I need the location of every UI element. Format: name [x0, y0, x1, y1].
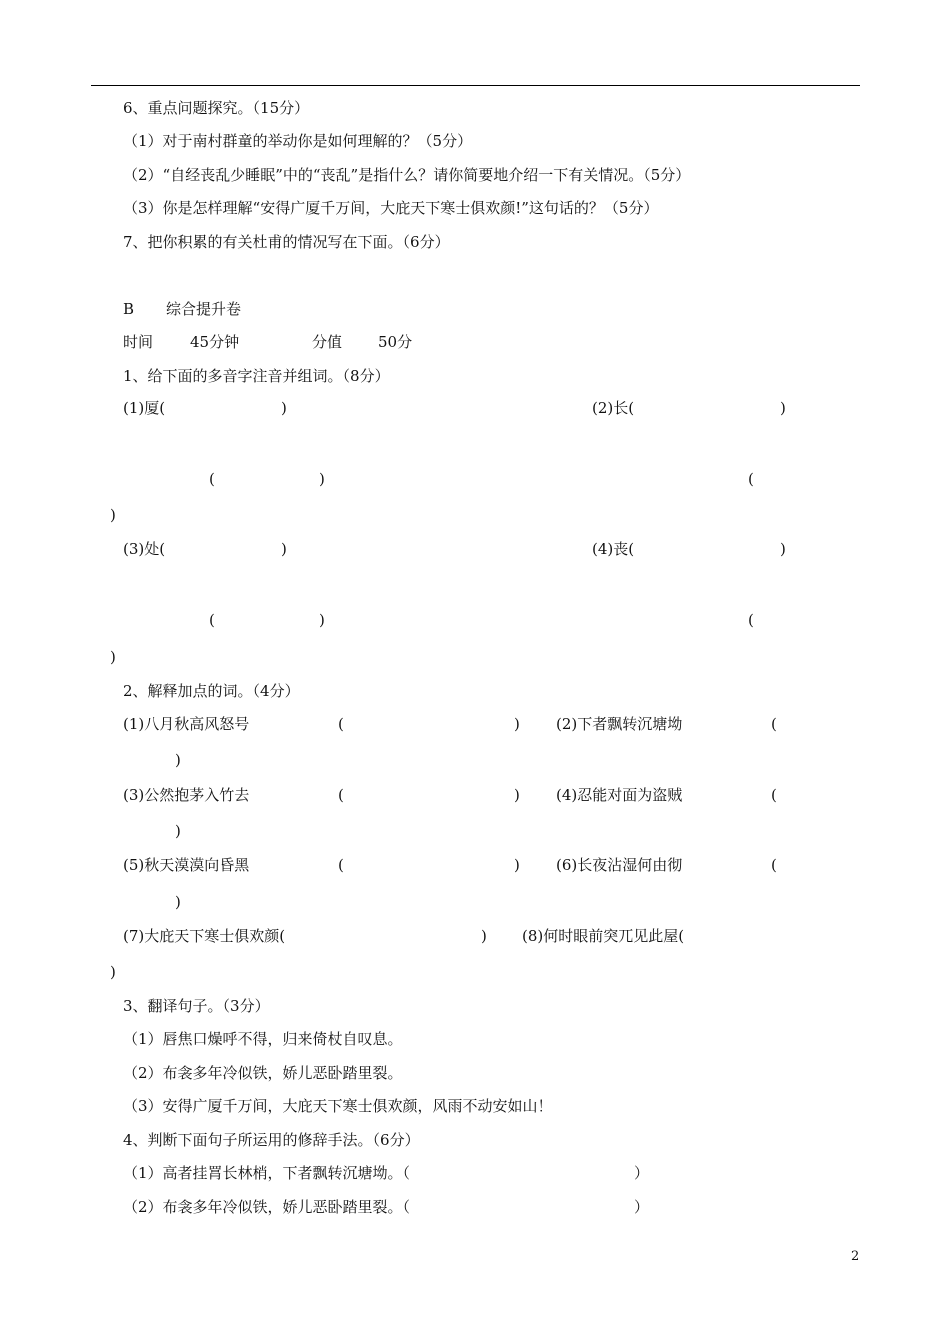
q2-item-1-open: (	[338, 715, 344, 733]
question-7-heading: 7、把你积累的有关杜甫的情况写在下面。（6分）	[123, 233, 450, 251]
q2-item-7-close: )	[481, 927, 487, 945]
q2-item-5-close: )	[514, 856, 520, 874]
header-rule	[91, 85, 860, 86]
q4-sentence-1: （1）高者挂罥长林梢，下者飘转沉塘坳。（	[123, 1164, 411, 1182]
q2-item-6-open: (	[771, 856, 777, 874]
q1-item-1-second-close: )	[319, 470, 325, 488]
q1-item-1-label: (1)厦(	[123, 399, 166, 417]
page-number: 2	[851, 1249, 860, 1264]
question-6-part-2: （2）“自经丧乱少睡眠”中的“丧乱”是指什么？请你简要地介绍一下有关情况。（5分）	[123, 166, 691, 184]
q1-item-4-close: )	[780, 540, 786, 558]
q1-item-4-second-close: )	[110, 648, 116, 666]
q2-item-7: (7)大庇天下寒士俱欢颜(	[123, 927, 286, 945]
q2-item-3-close: )	[514, 786, 520, 804]
question-1-heading: 1、给下面的多音字注音并组词。（8分）	[123, 367, 390, 385]
q2-item-3-open: (	[338, 786, 344, 804]
q1-item-1-close: )	[281, 399, 287, 417]
time-label: 时间	[123, 333, 154, 351]
q2-item-2-open: (	[771, 715, 777, 733]
score-value: 50分	[378, 333, 413, 351]
q1-item-2-label: (2)长(	[592, 399, 635, 417]
q1-item-2-second-close: )	[110, 506, 116, 524]
q2-item-2: (2)下者飘转沉塘坳	[556, 715, 683, 733]
q2-item-8-close: )	[110, 963, 116, 981]
q3-sentence-1: （1）唇焦口燥呼不得，归来倚杖自叹息。	[123, 1030, 403, 1048]
q2-item-3: (3)公然抱茅入竹去	[123, 786, 250, 804]
q2-item-4-open: (	[771, 786, 777, 804]
q2-item-2-close: )	[175, 751, 181, 769]
q2-item-4: (4)忍能对面为盗贼	[556, 786, 683, 804]
q1-item-4-label: (4)丧(	[592, 540, 635, 558]
q2-item-6-close: )	[175, 893, 181, 911]
q3-sentence-2: （2）布衾多年冷似铁，娇儿恶卧踏里裂。	[123, 1064, 403, 1082]
question-6-part-1: （1）对于南村群童的举动你是如何理解的？（5分）	[123, 132, 473, 150]
q4-sentence-2: （2）布衾多年冷似铁，娇儿恶卧踏里裂。（	[123, 1198, 411, 1216]
q1-item-3-second-close: )	[319, 611, 325, 629]
question-2-heading: 2、解释加点的词。（4分）	[123, 682, 300, 700]
question-3-heading: 3、翻译句子。（3分）	[123, 997, 270, 1015]
q1-item-4-second-open: (	[748, 611, 754, 629]
q3-sentence-3: （3）安得广厦千万间，大庇天下寒士俱欢颜，风雨不动安如山！	[123, 1097, 553, 1115]
question-6-heading: 6、重点问题探究。（15分）	[123, 99, 310, 117]
q1-item-3-second-open: (	[209, 611, 215, 629]
q1-item-2-close: )	[780, 399, 786, 417]
q2-item-6: (6)长夜沾湿何由彻	[556, 856, 683, 874]
question-6-part-3: （3）你是怎样理解“安得广厦千万间，大庇天下寒士俱欢颜!”这句话的？（5分）	[123, 199, 659, 217]
q2-item-1: (1)八月秋高风怒号	[123, 715, 250, 733]
q1-item-2-second-open: (	[748, 470, 754, 488]
q2-item-5: (5)秋天漠漠向昏黑	[123, 856, 250, 874]
q2-item-1-close: )	[514, 715, 520, 733]
q1-item-3-label: (3)处(	[123, 540, 166, 558]
section-b-title: 综合提升卷	[166, 300, 242, 318]
q2-item-8: (8)何时眼前突兀见此屋(	[522, 927, 685, 945]
score-label: 分值	[312, 333, 343, 351]
q4-sentence-1-close: ）	[634, 1164, 650, 1182]
q1-item-3-close: )	[281, 540, 287, 558]
time-value: 45分钟	[190, 333, 240, 351]
q1-item-1-second-open: (	[209, 470, 215, 488]
q2-item-4-close: )	[175, 822, 181, 840]
section-b-letter: B	[123, 300, 135, 318]
question-4-heading: 4、判断下面句子所运用的修辞手法。（6分）	[123, 1131, 420, 1149]
q2-item-5-open: (	[338, 856, 344, 874]
q4-sentence-2-close: ）	[634, 1198, 650, 1216]
